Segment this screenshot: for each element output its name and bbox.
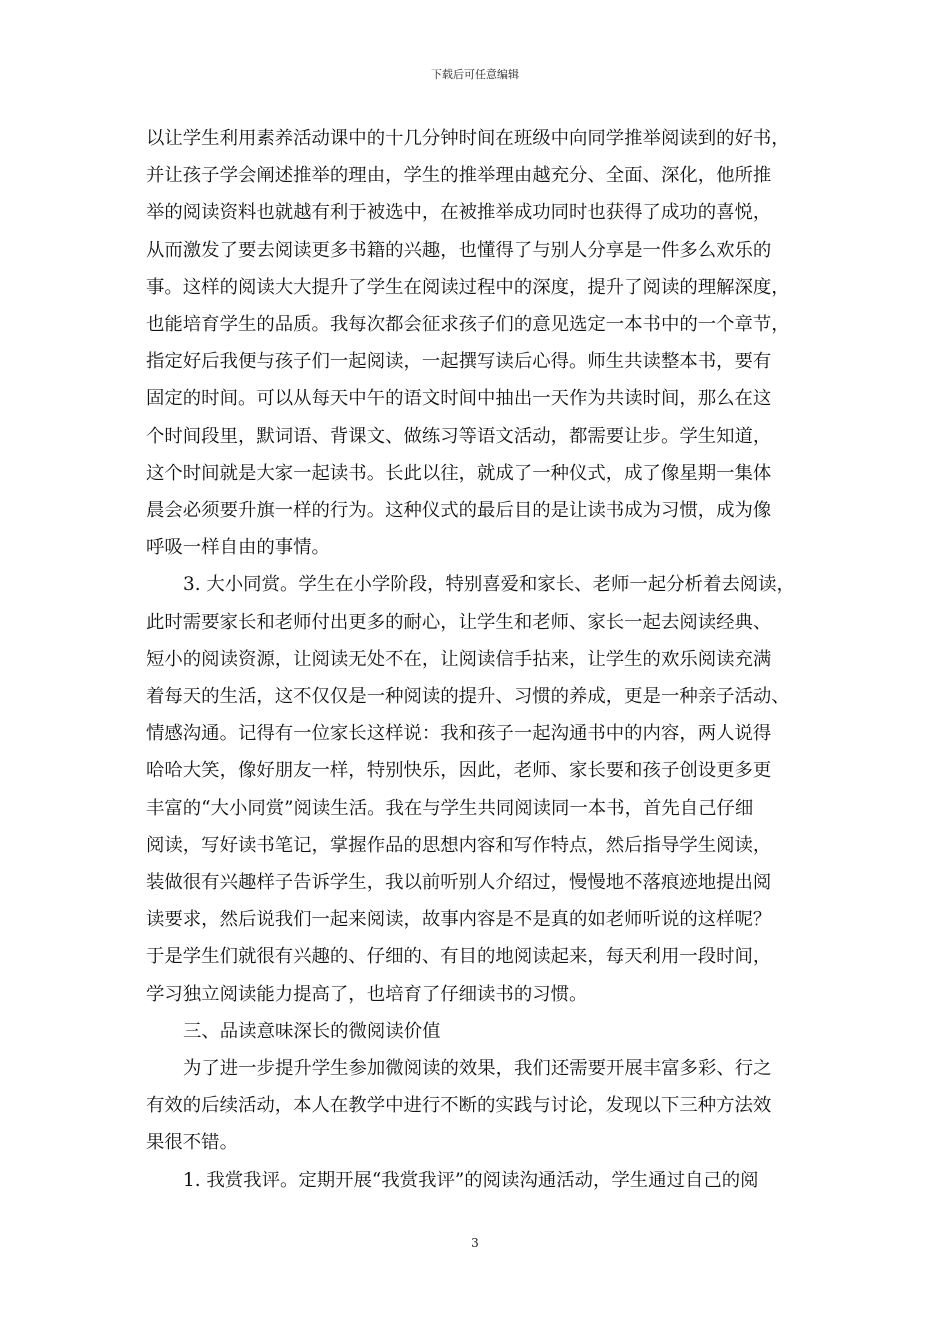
text-line: 也能培育学生的品质。我每次都会征求孩子们的意见选定一本书中的一个章节， bbox=[146, 314, 790, 335]
text-line: 果很不错。 bbox=[146, 1132, 238, 1154]
text-line: 呼吸一样自由的事情。 bbox=[146, 537, 330, 559]
text-line: 为了进一步提升学生参加微阅读的效果，我们还需要开展丰富多彩、行之 bbox=[183, 1058, 772, 1079]
text-line: 以让学生利用素养活动课中的十几分钟时间在班级中向同学推举阅读到的好书， bbox=[146, 128, 790, 149]
text-line: 个时间段里，默词语、背课文、做练习等语文活动，都需要让步。学生知道， bbox=[146, 425, 772, 447]
text-line: 事。这样的阅读大大提升了学生在阅读过程中的深度，提升了阅读的理解深度， bbox=[146, 276, 790, 298]
text-line: 哈哈大笑，像好朋友一样，特别快乐，因此，老师、家长要和孩子创设更多更 bbox=[146, 760, 772, 782]
text-line: 固定的时间。可以从每天中午的语文时间中抽出一天作为共读时间，那么在这 bbox=[146, 388, 772, 410]
text-line: 有效的后续活动，本人在教学中进行不断的实践与讨论，发现以下三种方法效 bbox=[146, 1095, 772, 1117]
text-line: 三、品读意味深长的微阅读价值 bbox=[183, 1020, 441, 1042]
text-line: 丰富的“大小同赏”阅读生活。我在与学生共同阅读同一本书，首先自己仔细 bbox=[146, 797, 754, 819]
text-line: 3. 大小同赏。学生在小学阶段，特别喜爱和家长、老师一起分析着去阅读， bbox=[183, 574, 795, 596]
text-line: 读要求，然后说我们一起来阅读，故事内容是不是真的如老师听说的这样呢？ bbox=[146, 909, 772, 931]
text-line: 此时需要家长和老师付出更多的耐心，让学生和老师、家长一起去阅读经典、 bbox=[146, 611, 772, 633]
text-line: 这个时间就是大家一起读书。长此以往，就成了一种仪式，成了像星期一集体 bbox=[146, 462, 772, 484]
text-line: 举的阅读资料也就越有利于被选中，在被推举成功同时也获得了成功的喜悦， bbox=[146, 202, 772, 224]
text-line: 1. 我赏我评。定期开展“我赏我评”的阅读沟通活动，学生通过自己的阅 bbox=[183, 1169, 759, 1191]
text-line: 装做很有兴趣样子告诉学生，我以前听别人介绍过，慢慢地不落痕迹地提出阅 bbox=[146, 872, 772, 893]
text-line: 阅读，写好读书笔记，掌握作品的思想内容和写作特点，然后指导学生阅读， bbox=[146, 834, 772, 856]
text-line: 短小的阅读资源，让阅读无处不在，让阅读信手拈来，让学生的欢乐阅读充满 bbox=[146, 648, 772, 670]
text-line: 情感沟通。记得有一位家长这样说：我和孩子一起沟通书中的内容，两人说得 bbox=[146, 723, 772, 745]
page-header: 下载后可任意编辑 bbox=[431, 68, 519, 81]
text-line: 指定好后我便与孩子们一起阅读，一起撰写读后心得。师生共读整本书，要有 bbox=[146, 351, 772, 373]
text-line: 学习独立阅读能力提高了，也培育了仔细读书的习惯。 bbox=[146, 983, 588, 1005]
page-number: 3 bbox=[471, 1236, 479, 1250]
text-line: 着每天的生活，这不仅仅是一种阅读的提升、习惯的养成，更是一种亲子活动、 bbox=[146, 686, 790, 707]
text-line: 从而激发了要去阅读更多书籍的兴趣，也懂得了与别人分享是一件多么欢乐的 bbox=[146, 239, 772, 261]
text-line: 并让孩子学会阐述推举的理由，学生的推举理由越充分、全面、深化，他所推 bbox=[146, 165, 772, 187]
text-line: 晨会必须要升旗一样的行为。这种仪式的最后目的是让读书成为习惯，成为像 bbox=[146, 500, 772, 521]
text-line: 于是学生们就很有兴趣的、仔细的、有目的地阅读起来，每天利用一段时间， bbox=[146, 946, 772, 968]
